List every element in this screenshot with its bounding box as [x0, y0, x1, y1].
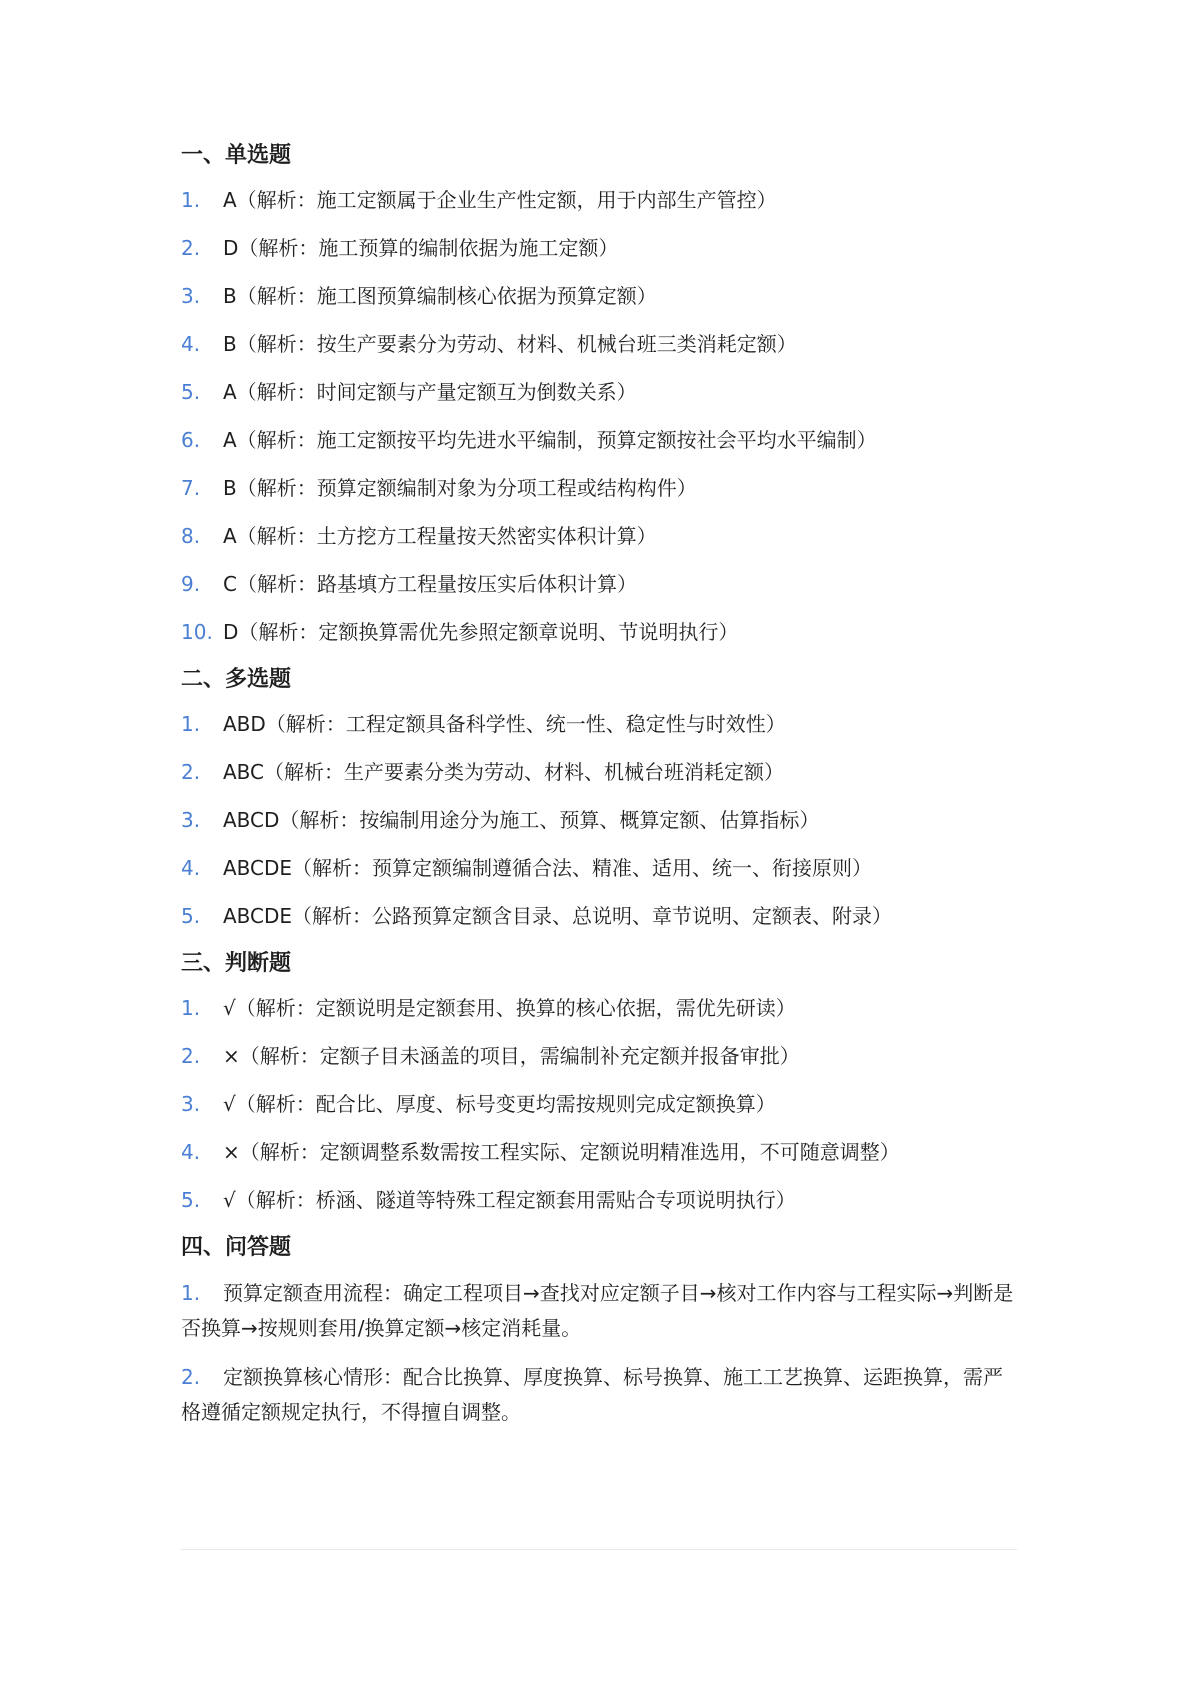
list-item: [181, 1184, 1017, 1216]
item-text: ×（解析：定额子目未涵盖的项目，需编制补充定额并报备审批）: [223, 1044, 800, 1068]
item-text: A（解析：时间定额与产量定额互为倒数关系）: [223, 380, 637, 404]
item-text: √（解析：定额说明是定额套用、换算的核心依据，需优先研读）: [223, 996, 796, 1020]
list-item: [181, 184, 1017, 216]
item-number: 7.: [181, 476, 201, 500]
item-text: ABCDE（解析：公路预算定额含目录、总说明、章节说明、定额表、附录）: [223, 904, 893, 928]
item-number: 2.: [181, 1044, 201, 1068]
item-number: 4.: [181, 856, 201, 880]
section-single-choice: [181, 140, 1017, 648]
list-item: [181, 992, 1017, 1024]
item-number: 2.: [181, 1365, 201, 1389]
section-title: 一、单选题: [181, 143, 292, 168]
item-text: ABCDE（解析：预算定额编制遵循合法、精准、适用、统一、衔接原则）: [223, 856, 873, 880]
item-text: D（解析：定额换算需优先参照定额章说明、节说明执行）: [223, 620, 739, 644]
item-number: 1.: [181, 1281, 201, 1305]
item-text: B（解析：按生产要素分为劳动、材料、机械台班三类消耗定额）: [223, 332, 797, 356]
item-text: ABC（解析：生产要素分类为劳动、材料、机械台班消耗定额）: [223, 760, 785, 784]
item-text: 预算定额查用流程：确定工程项目→查找对应定额子目→核对工作内容与工程实际→判断是否换算→按规则套用/换算定额→核定消耗量。: [181, 1281, 1014, 1340]
list-item: [181, 1276, 1017, 1346]
section-title: 二、多选题: [181, 667, 292, 692]
item-text: 定额换算核心情形：配合比换算、厚度换算、标号换算、施工工艺换算、运距换算，需严格遵循定额规定执行，不得擅自调整。: [181, 1365, 1003, 1424]
item-number: 4.: [181, 1140, 201, 1164]
item-text: A（解析：施工定额属于企业生产性定额，用于内部生产管控）: [223, 188, 777, 212]
item-number: 8.: [181, 524, 201, 548]
list-item: [181, 804, 1017, 836]
list-item: [181, 708, 1017, 740]
item-text: A（解析：土方挖方工程量按天然密实体积计算）: [223, 524, 657, 548]
item-number: 5.: [181, 904, 201, 928]
item-text: A（解析：施工定额按平均先进水平编制，预算定额按社会平均水平编制）: [223, 428, 877, 452]
item-text: B（解析：预算定额编制对象为分项工程或结构构件）: [223, 476, 697, 500]
item-number: 3.: [181, 808, 201, 832]
list-item: [181, 1040, 1017, 1072]
item-number: 1.: [181, 188, 201, 212]
item-number: 4.: [181, 332, 201, 356]
list-item: [181, 376, 1017, 408]
item-text: C（解析：路基填方工程量按压实后体积计算）: [223, 572, 637, 596]
list-item: [181, 616, 1017, 648]
section-short-answer: [181, 1232, 1017, 1430]
page-divider: [181, 1549, 1017, 1550]
item-text: ABCD（解析：按编制用途分为施工、预算、概算定额、估算指标）: [223, 808, 820, 832]
list-item: [181, 520, 1017, 552]
list-item: [181, 1136, 1017, 1168]
item-text: √（解析：桥涵、隧道等特殊工程定额套用需贴合专项说明执行）: [223, 1188, 796, 1212]
item-number: 5.: [181, 1188, 201, 1212]
list-item: [181, 900, 1017, 932]
item-text: ABD（解析：工程定额具备科学性、统一性、稳定性与时效性）: [223, 712, 786, 736]
section-title: 四、问答题: [181, 1235, 292, 1260]
list-item: [181, 232, 1017, 264]
list-item: [181, 852, 1017, 884]
item-number: 10.: [181, 620, 213, 644]
list-item: [181, 328, 1017, 360]
item-number: 5.: [181, 380, 201, 404]
answer-document: [181, 140, 1017, 1444]
item-number: 2.: [181, 236, 201, 260]
item-text: B（解析：施工图预算编制核心依据为预算定额）: [223, 284, 657, 308]
item-number: 2.: [181, 760, 201, 784]
item-number: 6.: [181, 428, 201, 452]
item-text: ×（解析：定额调整系数需按工程实际、定额说明精准选用，不可随意调整）: [223, 1140, 900, 1164]
list-item: [181, 280, 1017, 312]
section-true-false: [181, 948, 1017, 1216]
section-title: 三、判断题: [181, 951, 292, 976]
item-text: D（解析：施工预算的编制依据为施工定额）: [223, 236, 619, 260]
item-text: √（解析：配合比、厚度、标号变更均需按规则完成定额换算）: [223, 1092, 776, 1116]
item-number: 3.: [181, 1092, 201, 1116]
item-number: 9.: [181, 572, 201, 596]
list-item: [181, 424, 1017, 456]
item-number: 1.: [181, 996, 201, 1020]
list-item: [181, 756, 1017, 788]
list-item: [181, 1360, 1017, 1430]
list-item: [181, 472, 1017, 504]
item-number: 1.: [181, 712, 201, 736]
list-item: [181, 568, 1017, 600]
list-item: [181, 1088, 1017, 1120]
section-multiple-choice: [181, 664, 1017, 932]
item-number: 3.: [181, 284, 201, 308]
